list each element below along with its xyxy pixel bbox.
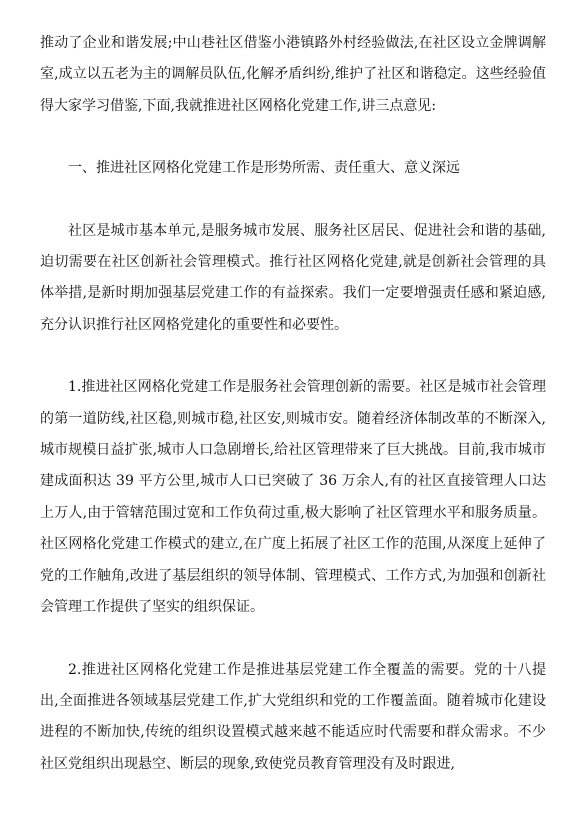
body-paragraph-community: 社区是城市基本单元,是服务城市发展、服务社区居民、促进社会和谐的基础,迫切需要在社区创新社会管理模式。推行社区网格化党建,就是创新社会管理的具体举措,是新时期加强基层党建工作的有益探索。我们一定要增强责任感和紧迫感,充分认识推行社区网格党建化的重要性和必要性。 (40, 222, 546, 333)
section-heading-1: 一、推进社区网格化党建工作是形势所需、责任重大、意义深远 (68, 160, 460, 177)
intro-paragraph: 推动了企业和谐发展;中山巷社区借鉴小港镇路外村经验做法,在社区设立金牌调解室,成立以五老为主的调解员队伍,化解矛盾纠纷,维护了社区和谐稳定。这些经验值得大家学习借鉴,下面,我就推进社区网格化党建工作,讲三点意见: (40, 35, 546, 114)
document-page (40, 28, 546, 780)
body-paragraph-point-1: 1.推进社区网格化党建工作是服务社会管理创新的需要。社区是城市社会管理的第一道防线,社区稳,则城市稳,社区安,则城市安。随着经济体制改革的不断深入,城市规模日益扩张,城市人口急剧增长,给社区管理带来了巨大挑战。目前,我市城市建成面积达 39 平方公里,城市人口已突破了 36 万余人,有的社区直接管理人口达上万人,由于管辖范围过宽和工作负荷过重,极大影响了社区管理水平和服务质量。社区网格化党建工作模式的建立,在广度上拓展了社区工作的范围,从深度上延伸了党的工作触角,改进了基层组织的领导体制、管理模式、工作方式,为加强和创新社会管理工作提供了坚实的组织保证。 (40, 379, 546, 616)
body-paragraph-point-2: 2.推进社区网格化党建工作是推进基层党建工作全覆盖的需要。党的十八提出,全面推进各领域基层党建工作,扩大党组织和党的工作覆盖面。随着城市化建设进程的不断加快,传统的组织设置模式越来越不能适应时代需要和群众需求。不少社区党组织出现悬空、断层的现象,致使党员教育管理没有及时跟进, (40, 661, 546, 772)
